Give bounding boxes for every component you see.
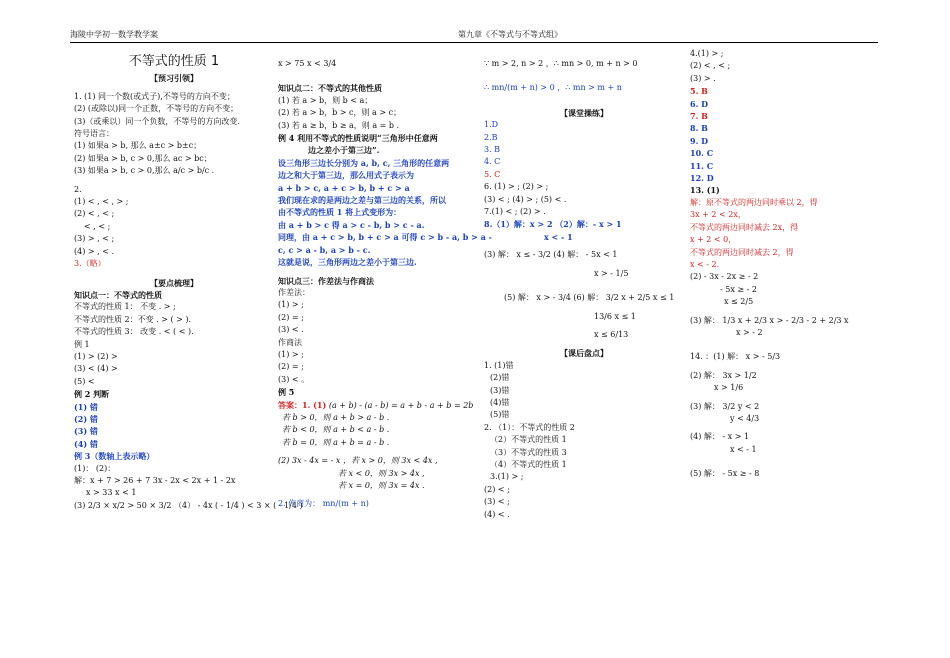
key-heading: 【要点梳理】 — [150, 277, 198, 288]
q8-line-4: x > - 1/5 — [594, 268, 629, 278]
example-2-heading: 例 2 判断 — [74, 389, 110, 400]
text-line: (3) < ; (4) > ; (5) < . — [484, 194, 567, 204]
text-line: (3) < ; — [484, 497, 510, 507]
kp1-list — [74, 301, 274, 338]
example-5-part-2 — [278, 455, 473, 492]
text-line: 1. (1)错 — [484, 360, 514, 370]
text-line: (4) 解： - x > 1 — [690, 432, 750, 442]
text-line: 6. (1) > ; (2) > ; — [484, 182, 549, 192]
text-line: 5. B — [690, 86, 708, 97]
text-line: 7.(1) < ; (2) > . — [484, 207, 546, 217]
header-right: 第九章《不等式与不等式组》 — [458, 30, 562, 39]
text-line: (1) 如果a > b, 那么 a±c > b±c； — [74, 141, 202, 151]
text-line: 边之差小于第三边”. — [308, 145, 380, 156]
example-5-cases — [278, 412, 473, 449]
col2-top-line: x > 75 x < 3/4 — [278, 59, 337, 68]
text-line: 3. B — [484, 145, 501, 155]
text-line: 不等式的性质 1： 不变 . > ; — [74, 302, 176, 312]
doc-title: 不等式的性质 1 — [128, 54, 220, 69]
text-line: (4) < . — [484, 509, 510, 519]
col3-top-2: ∴ mn/(m + n) > 0 ，∴ mn > m + n — [484, 83, 622, 93]
example-2-list — [74, 401, 274, 451]
text-line: 3.(1) > ; — [490, 472, 524, 482]
text-line: (2) = ; — [278, 312, 304, 322]
text-line: x + 2 < 0， — [690, 235, 737, 245]
practice-list — [484, 119, 684, 218]
text-line: 4.(1) > ; — [690, 49, 724, 58]
kp2-heading: 知识点二：不等式的其他性质 — [278, 83, 382, 94]
text-line: (3) 2/3 × x/2 > 50 × 3/2 （4） - 4x ( - 1/4 ) < 3 × ( - 1/4 ) — [74, 500, 303, 510]
preview-section-3: 3.（略） — [74, 259, 106, 269]
column-3 — [484, 48, 684, 521]
preview-section-2 — [74, 184, 274, 258]
text-line: (5)错 — [490, 410, 510, 420]
text-line: (4)错 — [490, 397, 510, 407]
text-line: y < 4/3 — [730, 413, 760, 423]
text-line: (3)错 — [490, 385, 510, 395]
text-line: 1. (1) 同一个数(或式子),不等号的方向不变； — [74, 91, 235, 101]
text-line: 这就是说，三角形两边之差小于第三边. — [278, 257, 417, 268]
text-line: (5) < — [74, 376, 95, 386]
text-line: (1) < , < , > ; — [74, 197, 129, 207]
q14-part-4 — [690, 431, 880, 456]
example-5-part-3: 2. 作商为： mn/(m + n) — [278, 499, 369, 509]
text-line: 若 b < 0，则 a + b < a - b . — [282, 425, 390, 435]
column-4 — [690, 48, 880, 481]
text-line: < , < ; — [84, 221, 111, 231]
header-divider — [70, 42, 878, 43]
text-line: 不等式的性质 3： 改变 . < ( < ). — [74, 327, 194, 337]
text-line: (4) 错 — [74, 438, 98, 449]
text-line: 12. D — [690, 173, 714, 184]
text-line: (1) > ; — [278, 349, 304, 359]
text-line: (1)： (2)： — [74, 463, 116, 473]
q14-part-1: 14. ：(1) 解： x > - 5/3 — [690, 352, 781, 362]
kp1-heading: 知识点一：不等式的性质 — [74, 289, 162, 300]
text-line: 由不等式的性质 1 将上式变形为： — [278, 207, 402, 218]
kp3-list — [278, 287, 473, 386]
q8-line-7: x ≤ 6/13 — [594, 329, 629, 339]
text-line: 若 x = 0，则 3x = 4x . — [338, 481, 425, 490]
example-4 — [278, 132, 473, 157]
q13-solution — [690, 197, 880, 271]
text-line: （2）不等式的性质 1 — [490, 435, 567, 445]
text-line: (2) < ; — [484, 484, 510, 494]
text-line: x ≤ 2/5 — [724, 297, 754, 307]
text-line: 11. C — [690, 160, 714, 171]
text-line: 作差法： — [278, 287, 310, 297]
header-left: 海陵中学初一数学教学案 — [70, 30, 158, 39]
text-line: (2) 如果a > b, c > 0,那么 ac > bc； — [74, 153, 212, 163]
text-line: 4. C — [484, 157, 501, 167]
text-line: 2. — [74, 184, 82, 194]
text-line: 不等式的性质 2：不变 . > ( > ). — [74, 314, 192, 324]
kp2-list — [278, 95, 473, 132]
text-line: (3) 错 — [74, 426, 98, 437]
example-5-heading: 例 5 — [278, 387, 295, 398]
text-line: (1) > ; — [278, 300, 304, 310]
text-line: 作商法 — [278, 337, 302, 347]
text-line: 不等式的两边同时减去 2x，得 — [690, 222, 799, 232]
text-line: (2) (或除以)同一个正数，不等号的方向不变； — [74, 104, 239, 114]
example-3-heading: 例 3（数轴上表示略） — [74, 451, 155, 462]
text-line: (3) 如果a > b, c > 0,那么 a/c > b/c . — [74, 166, 215, 176]
text-line: 同理，由 a + c > b, b + c > a 可得 c > b - a, b > a - — [278, 232, 492, 243]
text-line: (3) < . — [278, 325, 304, 335]
q13-part-3 — [690, 315, 880, 340]
q8-line-2: x < - 1 — [544, 231, 573, 242]
example-4-solution — [278, 157, 492, 269]
col4-answers — [690, 85, 880, 197]
text-line: a + b > c, a + c > b, b + c > a — [278, 182, 410, 193]
text-line: x < - 2. — [690, 259, 720, 269]
text-line: x > 33 x < 1 — [86, 488, 137, 498]
text-line: （3）不等式的性质 3 — [490, 447, 567, 457]
q14-part-3 — [690, 401, 880, 426]
text-line: (3) > . — [690, 73, 716, 83]
text-line: (2) < , < ; — [74, 209, 115, 219]
example-5-answer-label: 答案：1. (1) — [278, 399, 327, 410]
text-line: 7. B — [690, 111, 708, 122]
text-line: (1) 错 — [74, 401, 98, 412]
text-line: (3) 若 a ≥ b，b ≥ a，则 a = b . — [278, 120, 400, 130]
text-line: （4）不等式的性质 1 — [490, 459, 567, 469]
text-line: (2)错 — [490, 373, 510, 383]
text-line: (3) < 。 — [278, 374, 310, 384]
text-line: 由 a + b > c 得 a > c - b, b > c - a. — [278, 219, 425, 230]
q8-line-6: 13/6 x ≤ 1 — [594, 311, 636, 321]
text-line: 例 1 — [74, 339, 90, 349]
text-line: (3) > , < ; — [74, 234, 115, 244]
q14-part-2 — [690, 370, 880, 395]
text-line: 8. B — [690, 123, 708, 134]
after-class-heading: 【课后盘点】 — [560, 348, 608, 359]
text-line: (3)（或乘以）同一个负数，不等号的方向改变. — [74, 116, 240, 126]
text-line: (3) 解： 3/2 y < 2 — [690, 401, 760, 411]
text-line: x > - 2 — [736, 327, 763, 337]
text-line: - 5x ≥ - 2 — [720, 284, 757, 294]
q13-part-2 — [690, 271, 880, 308]
preview-section-1 — [74, 91, 274, 178]
text-line: (2) 3x - 4x = - x ，若 x > 0，则 3x < 4x , — [278, 456, 438, 466]
text-line: (2) 错 — [74, 413, 98, 424]
text-line: (2) < , < ; — [690, 61, 731, 71]
text-line: (1) > (2) > — [74, 351, 118, 361]
kp3-heading: 知识点三：作差法与作商法 — [278, 275, 374, 286]
text-line: 解：原不等式的两边同时乘以 2，得 — [690, 197, 818, 207]
text-line: (2) = ; — [278, 362, 304, 372]
text-line: 2. （1）：不等式的性质 2 — [484, 422, 575, 432]
q14-part-5: (5) 解： - 5x ≥ - 8 — [690, 469, 760, 479]
text-line: 不等式的两边同时减去 2，得 — [690, 247, 794, 257]
text-line: 13. (1) — [690, 185, 720, 196]
text-line: (2) 解： 3x > 1/2 — [690, 370, 757, 380]
text-line: c, c > a - b, a > b - c. — [278, 244, 371, 255]
text-line: 5. C — [484, 169, 501, 179]
preview-heading: 【预习引领】 — [150, 73, 198, 84]
example-1 — [74, 339, 274, 389]
text-line: (4) > , < . — [74, 246, 114, 256]
text-line: (3) 解： 1/3 x + 2/3 x > - 2/3 - 2 + 2/3 x — [690, 315, 849, 325]
text-line: 若 x < 0，则 3x > 4x , — [338, 468, 425, 478]
text-line: 解：x + 7 > 26 + 7 3x - 2x < 2x + 1 - 2x — [74, 476, 236, 485]
text-line: 我们现在求的是两边之差与第三边的关系，所以 — [278, 195, 446, 206]
text-line: 设三角形三边长分别为 a, b, c, 三角形的任意两 — [278, 157, 450, 168]
text-line: 边之和大于第三边，那么用式子表示为 — [278, 170, 414, 181]
text-line: (2) 若 a > b，b > c，则 a > c； — [278, 108, 402, 118]
col3-top-1: ∵ m > 2, n > 2 ，∴ mn > 0, m + n > 0 — [484, 59, 638, 68]
text-line: 9. D — [690, 135, 709, 146]
text-line: x > 1/6 — [714, 383, 744, 393]
q8-line-5: (5) 解： x > - 3/4 (6) 解： 3/2 x + 2/5 x ≤ 1 — [504, 293, 675, 303]
text-line: (2) - 3x - 2x ≥ - 2 — [690, 272, 759, 282]
col4-top — [690, 48, 880, 85]
after-class-list — [484, 360, 684, 521]
text-line: 1.D — [484, 120, 499, 130]
example-5-equation: (a + b) - (a - b) = a + b - a + b = 2b — [328, 400, 474, 410]
text-line: (3) < (4) > — [74, 364, 118, 374]
practice-heading: 【课堂操练】 — [560, 107, 608, 118]
text-line: 2.B — [484, 132, 498, 142]
text-line: 10. C — [690, 148, 714, 159]
text-line: 若 b = 0，则 a + b = a - b . — [282, 437, 390, 447]
text-line: 符号语言： — [74, 129, 114, 139]
text-line: 3x + 2 < 2x， — [690, 210, 746, 220]
q8-line-3: (3) 解： x ≤ - 3/2 (4) 解： - 5x < 1 — [484, 250, 618, 260]
example-3-list — [74, 463, 303, 513]
text-line: 例 4 利用不等式的性质说明“三角形中任意两 — [278, 133, 438, 144]
text-line: x < - 1 — [730, 444, 757, 454]
q8-line-1: 8.（1）解：x > 2 （2）解：- x > 1 — [484, 219, 622, 230]
text-line: 6. D — [690, 98, 709, 109]
text-line: (1) 若 a > b，则 b < a； — [278, 95, 373, 105]
text-line: 若 b > 0，则 a + b > a - b . — [282, 412, 390, 422]
